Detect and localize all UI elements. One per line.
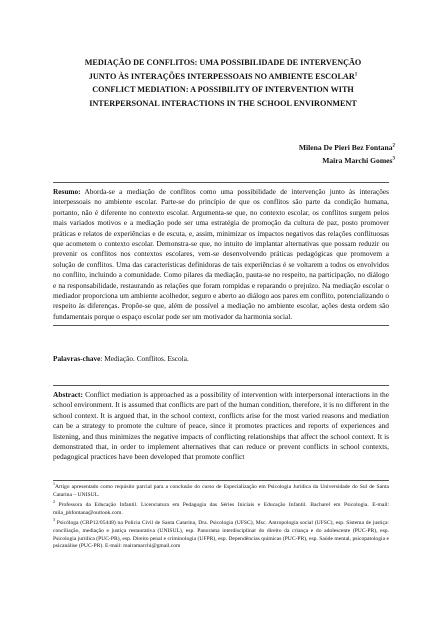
title-pt-line-2 <box>58 70 388 84</box>
footnotes <box>53 480 389 554</box>
title-en-line-1: CONFLICT MEDIATION: A POSSIBILITY OF INTERVENTION WITH <box>92 85 354 94</box>
author-2-name: Maira Marchi Gomes <box>322 156 393 165</box>
footnote-3 <box>53 517 389 550</box>
title-pt-line-1: MEDIAÇÃO DE CONFLITOS: UMA POSSIBILIDADE DE INTERVENÇÃO <box>84 58 362 67</box>
footnote-3-text: Psicóloga (CRP12/05448) na Polícia Civil de Santa Catarina, Dra. Psicologia (UFSC), Msc. Antropologia social (UFSC), esp. Sistema de justiça: conciliação, mediação e justiça restaurativa (UNISUL), esp. Panorama interdisciplinar do direito da criança e do adolescente (PUC-PR), esp. Psicologia jurídica (PUC-PR), esp. Direito penal e criminologia (UFPR), esp. Dependências químicas (PUC-PR), esp. Saúde mental, psicopatologia e psicanálise (PUC-PR). E-mail: mairamarchi@gmail.com <box>53 520 389 550</box>
title-footnote-marker: 1 <box>354 71 358 77</box>
author-2 <box>322 156 395 165</box>
author-2-note: 3 <box>392 156 395 162</box>
resumo-text: Aborda-se a mediação de conflitos como uma possibilidade de intervenção junto às interações interpessoais no ambiente escolar. Parte-se do princípio de que os conflitos são parte da condição humana, portanto, não é diferente no contexto escolar. Argumenta-se que, no contexto escolar, os conflitos surgem pelos mais variados motivos e a mediação pode ser uma estratégia de promoção da cultura de paz, posto promover práticas e relatos de experiências e de escuta, e, assim, minimizar os impactos negativos das relações conflituosas que acometem o contexto escolar. Demonstra-se que, no intuito de implantar alternativas que possam reduzir ou prevenir os conflitos nos contextos escolares, vem-se desenvolvendo práticas pedagógicas que promovem a solução de conflitos. Uma das características definidoras de tais experiências é se voltarem a todos os envolvidos no conflito, incluindo a comunidade. Como pilares da mediação, pauta-se no respeito, na participação, no diálogo e na responsabilidade, restaurando as relações que foram rompidas e reparando o prejuízo. Na mediação escolar o mediador proporciona um ambiente acolhedor, seguro e aberto ao diálogo aos pares em conflito, potencializando o respeito às diferenças. Propõe-se que, além de possível a mediação no ambiente escolar, ações desta ordem são fundamentais porque o espaço escolar pode ser um motivador da harmonia social. <box>53 187 389 321</box>
author-1-name: Milena De Pieri Bez Fontana <box>298 143 393 152</box>
footnote-1-number: 1 <box>53 481 55 487</box>
resumo-label: Resumo: <box>53 187 81 196</box>
author-1 <box>299 143 395 152</box>
keywords-text: : Mediação. Conflitos. Escola. <box>100 354 189 363</box>
author-1-note: 2 <box>392 143 395 149</box>
resumo-block <box>53 182 389 326</box>
footnote-3-number: 3 <box>53 517 55 523</box>
footnote-2-text: Professora da Educação Infantil. Licenciatura em Pedagogia das Séries Iniciais e Educação Infantil. Bacharel em Psicologia. E-mail: mila_pbfontana@outlook.com. <box>53 502 389 516</box>
keywords <box>53 354 389 363</box>
keywords-label: Palavras-chave <box>53 354 101 363</box>
paper-title <box>58 56 388 110</box>
footnote-1-text: Artigo apresentado como requisito parcial para a conclusão do curso de Especialização em Psicologia Jurídica da Universidade do Sul de Santa Catarina – UNISUL. <box>53 484 389 498</box>
abstract-text: Conflict mediation is approached as a possibility of intervention with interpersonal interactions in the school environment. It is assumed that conflicts are part of the human condition, therefore, it is no different in the school context. It is argued that, in the school context, conflicts arise for the most varied reasons and mediation can be a strategy to promote the culture of peace, since it promotes practices and reports of experiences and listening, and thus minimizes the negative impacts of conflicting relationships that affect the school context. It is demonstrated that, in order to implement alternatives that can reduce or prevent conflicts in school contexts, pedagogical practices have been developed that promote conflict <box>53 390 389 462</box>
title-en-line-2: INTERPERSONAL INTERACTIONS IN THE SCHOOL ENVIRONMENT <box>89 98 357 108</box>
abstract-label: Abstract: <box>53 390 83 399</box>
footnote-2 <box>53 499 389 517</box>
abstract-block <box>53 385 389 482</box>
footnote-1 <box>53 481 389 499</box>
title-pt-line-2-text: JUNTO ÀS INTERAÇÕES INTERPESSOAIS NO AMBIENTE ESCOLAR <box>88 71 355 81</box>
footnote-2-number: 2 <box>53 499 55 505</box>
